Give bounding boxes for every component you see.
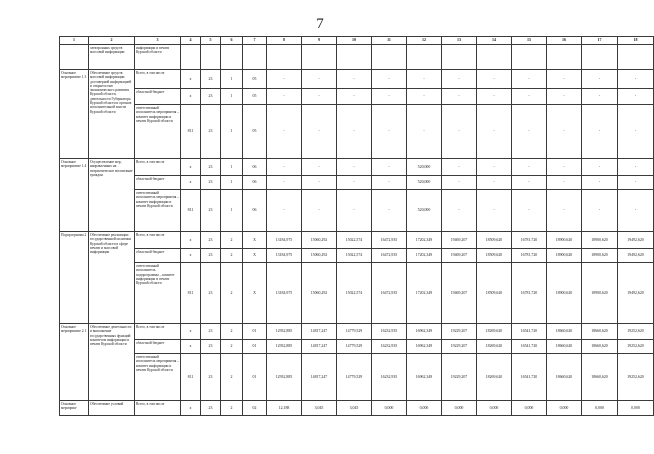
value-cell: 14817,247 (302, 340, 337, 354)
header-cell: 18 (618, 37, 654, 45)
header-cell: 6 (221, 37, 243, 45)
value-cell: 12932,885 (267, 324, 302, 340)
value-cell: 0,000 (407, 401, 442, 416)
value-cell: 17202,349 (407, 263, 442, 324)
value-cell: 17202,349 (407, 232, 442, 249)
value-cell: 16232,935 (372, 340, 407, 354)
value-cell: - (618, 105, 654, 159)
empty-cell (201, 45, 221, 70)
value-cell: - (547, 89, 582, 105)
value-cell: 12932,885 (267, 340, 302, 354)
table-row (60, 324, 654, 340)
value-cell: 23 (201, 89, 221, 105)
value-cell: 520,000 (407, 159, 442, 176)
header-cell: 12 (407, 37, 442, 45)
header-row (60, 37, 654, 45)
value-cell: 1 (221, 159, 243, 176)
value-cell: - (512, 159, 547, 176)
value-cell: 18269,620 (477, 324, 512, 340)
value-cell: 16781,720 (512, 232, 547, 249)
value-cell: 15022,574 (337, 263, 372, 324)
value-cell: 23 (201, 401, 221, 416)
empty-cell (267, 45, 302, 70)
value-cell: - (267, 70, 302, 89)
table-row (60, 401, 654, 416)
value-cell: - (582, 70, 618, 89)
header-cell: 1 (60, 37, 89, 45)
value-cell: - (337, 105, 372, 159)
value-cell: 18660,620 (582, 324, 618, 340)
value-cell: - (302, 190, 337, 232)
value-cell: 01 (243, 324, 267, 340)
funding-source-cell: Всего, в том числе (135, 324, 181, 340)
table-row (60, 105, 654, 159)
value-cell: - (442, 105, 477, 159)
value-cell: - (582, 176, 618, 190)
funding-source-cell: областной бюджет (135, 176, 181, 190)
value-cell: 3,045 (337, 401, 372, 416)
page-number: 7 (316, 16, 324, 32)
empty-cell (302, 45, 337, 70)
funding-source-cell: областной бюджет (135, 340, 181, 354)
funding-source-cell: Всего, в том числе (135, 401, 181, 416)
empty-cell (60, 45, 89, 70)
value-cell: 16232,935 (372, 324, 407, 340)
value-cell: - (302, 105, 337, 159)
value-cell: 14817,247 (302, 354, 337, 401)
empty-cell (582, 45, 618, 70)
activity-name-cell: Обеспечение средств массовой информации достоверной информацией и открытостью экономического развития Курской области, деятельности Губернатора Курской области и органов исполнительной власти Курской области (89, 70, 135, 159)
value-cell: 2 (221, 354, 243, 401)
value-cell: Х (243, 263, 267, 324)
activity-kind-cell: Основное мероприя- (60, 401, 89, 416)
table-row (60, 263, 654, 324)
value-cell: х (181, 232, 201, 249)
value-cell: - (547, 176, 582, 190)
table-row (60, 232, 654, 249)
financing-table (59, 36, 654, 416)
value-cell: - (407, 105, 442, 159)
value-cell: - (442, 70, 477, 89)
value-cell: 12932,885 (267, 354, 302, 401)
value-cell: 12,188 (267, 401, 302, 416)
value-cell: - (302, 176, 337, 190)
value-cell: 16541,720 (512, 340, 547, 354)
value-cell: 23 (201, 159, 221, 176)
funding-source-cell: ответственный исполнитель мероприятия – комитет информации и печати Курской области (135, 354, 181, 401)
value-cell: - (512, 70, 547, 89)
value-cell: 05 (243, 70, 267, 89)
value-cell: - (407, 70, 442, 89)
activity-name-cell: Осуществление мер, направленных на патриотическое воспитание граждан (89, 159, 135, 232)
value-cell: - (582, 105, 618, 159)
value-cell: - (477, 105, 512, 159)
value-cell: 17202,349 (407, 249, 442, 263)
value-cell: - (477, 190, 512, 232)
value-cell: 23 (201, 354, 221, 401)
value-cell: 18509,620 (477, 263, 512, 324)
value-cell: 13184,975 (267, 263, 302, 324)
value-cell: - (372, 190, 407, 232)
value-cell: 1 (221, 190, 243, 232)
value-cell: - (337, 89, 372, 105)
value-cell: 14817,247 (302, 324, 337, 340)
value-cell: 23 (201, 190, 221, 232)
activity-name-cell: Обеспечение реализации государственной политики Курской области в сфере печати и массовой информации (89, 232, 135, 324)
value-cell: 18660,620 (547, 354, 582, 401)
activity-kind-cell: Подпрограмма 2 (60, 232, 89, 324)
table-row (60, 340, 654, 354)
value-cell: - (512, 105, 547, 159)
value-cell: х (181, 340, 201, 354)
value-cell: - (477, 176, 512, 190)
value-cell: 2 (221, 324, 243, 340)
value-cell: 23 (201, 249, 221, 263)
value-cell: х (181, 89, 201, 105)
value-cell: - (618, 89, 654, 105)
header-cell: 17 (582, 37, 618, 45)
header-cell: 13 (442, 37, 477, 45)
table-row (60, 45, 654, 70)
funding-source-cell: областной бюджет (135, 249, 181, 263)
value-cell: 18660,620 (582, 354, 618, 401)
value-cell: 23 (201, 105, 221, 159)
value-cell: 23 (201, 176, 221, 190)
empty-cell (337, 45, 372, 70)
value-cell: 19469,207 (442, 232, 477, 249)
value-cell: 15060,292 (302, 249, 337, 263)
value-cell: 2 (221, 263, 243, 324)
value-cell: - (442, 176, 477, 190)
value-cell: - (302, 159, 337, 176)
value-cell: 18660,620 (547, 340, 582, 354)
value-cell: 14779,529 (337, 324, 372, 340)
value-cell: 16541,720 (512, 324, 547, 340)
value-cell: - (477, 70, 512, 89)
value-cell: х (181, 249, 201, 263)
header-cell: 8 (267, 37, 302, 45)
value-cell: 15022,574 (337, 232, 372, 249)
value-cell: - (512, 190, 547, 232)
value-cell: х (181, 70, 201, 89)
funding-source-cell: областной бюджет (135, 89, 181, 105)
value-cell: 520,000 (407, 176, 442, 190)
activity-kind-cell: Основное мероприятие 1.4 (60, 159, 89, 232)
value-cell: 18660,620 (582, 340, 618, 354)
value-cell: 16472,935 (372, 263, 407, 324)
value-cell: 811 (181, 354, 201, 401)
value-cell: х (181, 324, 201, 340)
value-cell: - (302, 89, 337, 105)
header-cell: 3 (135, 37, 181, 45)
value-cell: 19229,207 (442, 324, 477, 340)
value-cell: 19469,207 (442, 249, 477, 263)
value-cell: 23 (201, 232, 221, 249)
value-cell: 1 (221, 89, 243, 105)
value-cell: х (181, 176, 201, 190)
value-cell: 16541,720 (512, 354, 547, 401)
value-cell: 18660,620 (547, 324, 582, 340)
value-cell: 01 (243, 354, 267, 401)
value-cell: 19492,620 (618, 263, 654, 324)
value-cell: - (618, 176, 654, 190)
value-cell: х (181, 401, 201, 416)
value-cell: - (618, 159, 654, 176)
funding-source-cell: Всего, в том числе (135, 232, 181, 249)
value-cell: - (267, 190, 302, 232)
value-cell: 2 (221, 232, 243, 249)
value-cell: 0,000 (372, 401, 407, 416)
empty-cell (442, 45, 477, 70)
value-cell: 05 (243, 105, 267, 159)
value-cell: - (372, 70, 407, 89)
value-cell: 16962,349 (407, 354, 442, 401)
value-cell: - (477, 89, 512, 105)
value-cell: - (512, 176, 547, 190)
value-cell: 1 (221, 70, 243, 89)
funding-source-cell: Всего, в том числе (135, 70, 181, 89)
value-cell: - (337, 70, 372, 89)
value-cell: - (442, 190, 477, 232)
value-cell: 23 (201, 70, 221, 89)
value-cell: - (337, 190, 372, 232)
value-cell: - (442, 89, 477, 105)
value-cell: 19252,620 (618, 354, 654, 401)
table-row (60, 249, 654, 263)
value-cell: - (267, 159, 302, 176)
value-cell: - (372, 89, 407, 105)
value-cell: - (372, 105, 407, 159)
value-cell: - (547, 70, 582, 89)
funding-source-cell: Всего, в том числе (135, 159, 181, 176)
value-cell: Х (243, 249, 267, 263)
empty-cell (221, 45, 243, 70)
activity-kind-cell: Основное мероприятие 1.3 (60, 70, 89, 159)
funding-source-cell: ответственный исполнитель мероприятия – комитет информации и печати Курской области (135, 105, 181, 159)
value-cell: - (618, 70, 654, 89)
value-cell: 18269,620 (477, 340, 512, 354)
value-cell: 16962,349 (407, 324, 442, 340)
value-cell: 16232,935 (372, 354, 407, 401)
value-cell: 16472,935 (372, 249, 407, 263)
value-cell: - (372, 176, 407, 190)
empty-cell (243, 45, 267, 70)
value-cell: - (372, 159, 407, 176)
value-cell: 06 (243, 190, 267, 232)
value-cell: - (477, 159, 512, 176)
value-cell: 19229,207 (442, 340, 477, 354)
header-cell: 11 (372, 37, 407, 45)
empty-cell (512, 45, 547, 70)
funding-source-cell: ответственный исполнитель мероприятия – комитет информации и печати Курской области (135, 190, 181, 232)
value-cell: 19492,620 (618, 232, 654, 249)
header-cell: 2 (89, 37, 135, 45)
value-cell: - (512, 89, 547, 105)
value-cell: - (267, 89, 302, 105)
header-cell: 4 (181, 37, 201, 45)
value-cell: 05 (243, 89, 267, 105)
value-cell: х (181, 159, 201, 176)
executor-cell: информации и печати Курской области (135, 45, 181, 70)
empty-cell (181, 45, 201, 70)
value-cell: 19229,207 (442, 354, 477, 401)
value-cell: 15022,574 (337, 249, 372, 263)
value-cell: 811 (181, 105, 201, 159)
value-cell: 18900,620 (547, 263, 582, 324)
value-cell: - (582, 159, 618, 176)
value-cell: 0,000 (512, 401, 547, 416)
header-cell: 14 (477, 37, 512, 45)
empty-cell (618, 45, 654, 70)
value-cell: - (267, 105, 302, 159)
table-row (60, 70, 654, 89)
value-cell: 13184,975 (267, 249, 302, 263)
value-cell: 15060,292 (302, 232, 337, 249)
value-cell: 16781,720 (512, 263, 547, 324)
value-cell: - (267, 176, 302, 190)
value-cell: 2 (221, 340, 243, 354)
value-cell: 23 (201, 324, 221, 340)
value-cell: 18900,620 (582, 232, 618, 249)
funding-source-cell: ответственный исполнитель подпрограммы – комитет информации и печати Курской области (135, 263, 181, 324)
header-cell: 10 (337, 37, 372, 45)
value-cell: 23 (201, 263, 221, 324)
activity-name-cell: Обеспечение условий (89, 401, 135, 416)
activity-name-cell: Обеспечение деятельности и выполнение государственных функций комитетом информации и печати Курской области (89, 324, 135, 401)
value-cell: 3,045 (302, 401, 337, 416)
value-cell: 0,000 (477, 401, 512, 416)
value-cell: 520,000 (407, 190, 442, 232)
value-cell: 18269,620 (477, 354, 512, 401)
value-cell: 14779,529 (337, 354, 372, 401)
value-cell: 18509,620 (477, 249, 512, 263)
value-cell: 18900,620 (582, 249, 618, 263)
table-row (60, 354, 654, 401)
value-cell: 01 (243, 340, 267, 354)
value-cell: 19252,620 (618, 324, 654, 340)
value-cell: 16781,720 (512, 249, 547, 263)
value-cell: 0,000 (582, 401, 618, 416)
value-cell: 18900,620 (582, 263, 618, 324)
value-cell: 19469,207 (442, 263, 477, 324)
value-cell: 18900,620 (547, 232, 582, 249)
header-cell: 9 (302, 37, 337, 45)
value-cell: - (407, 89, 442, 105)
value-cell: - (302, 70, 337, 89)
value-cell: 15060,292 (302, 263, 337, 324)
value-cell: 811 (181, 263, 201, 324)
value-cell: - (547, 105, 582, 159)
value-cell: - (582, 190, 618, 232)
value-cell: - (547, 159, 582, 176)
empty-cell (372, 45, 407, 70)
empty-cell (477, 45, 512, 70)
value-cell: 16962,349 (407, 340, 442, 354)
header-cell: 5 (201, 37, 221, 45)
value-cell: - (337, 176, 372, 190)
activity-kind-cell: Основное мероприятие 2.1 (60, 324, 89, 401)
empty-cell (407, 45, 442, 70)
header-cell: 16 (547, 37, 582, 45)
value-cell: 19492,620 (618, 249, 654, 263)
table-row (60, 190, 654, 232)
value-cell: 811 (181, 190, 201, 232)
value-cell: Х (243, 232, 267, 249)
activity-name-cell: электронных средств массовой информации (89, 45, 135, 70)
value-cell: - (337, 159, 372, 176)
value-cell: 1 (221, 105, 243, 159)
value-cell: 18900,620 (547, 249, 582, 263)
value-cell: - (547, 190, 582, 232)
value-cell: 2 (221, 249, 243, 263)
empty-cell (547, 45, 582, 70)
table-row (60, 89, 654, 105)
table-row (60, 176, 654, 190)
value-cell: 13184,975 (267, 232, 302, 249)
value-cell: 02 (243, 401, 267, 416)
value-cell: 23 (201, 340, 221, 354)
value-cell: - (582, 89, 618, 105)
value-cell: 19252,620 (618, 340, 654, 354)
value-cell: 16472,935 (372, 232, 407, 249)
value-cell: 2 (221, 401, 243, 416)
table-row (60, 159, 654, 176)
value-cell: 1 (221, 176, 243, 190)
value-cell: 0,000 (547, 401, 582, 416)
header-cell: 15 (512, 37, 547, 45)
value-cell: 0,000 (442, 401, 477, 416)
header-cell: 7 (243, 37, 267, 45)
value-cell: 0,000 (618, 401, 654, 416)
value-cell: 06 (243, 159, 267, 176)
value-cell: 14779,529 (337, 340, 372, 354)
value-cell: 18509,620 (477, 232, 512, 249)
value-cell: 06 (243, 176, 267, 190)
value-cell: - (618, 190, 654, 232)
value-cell: - (442, 159, 477, 176)
